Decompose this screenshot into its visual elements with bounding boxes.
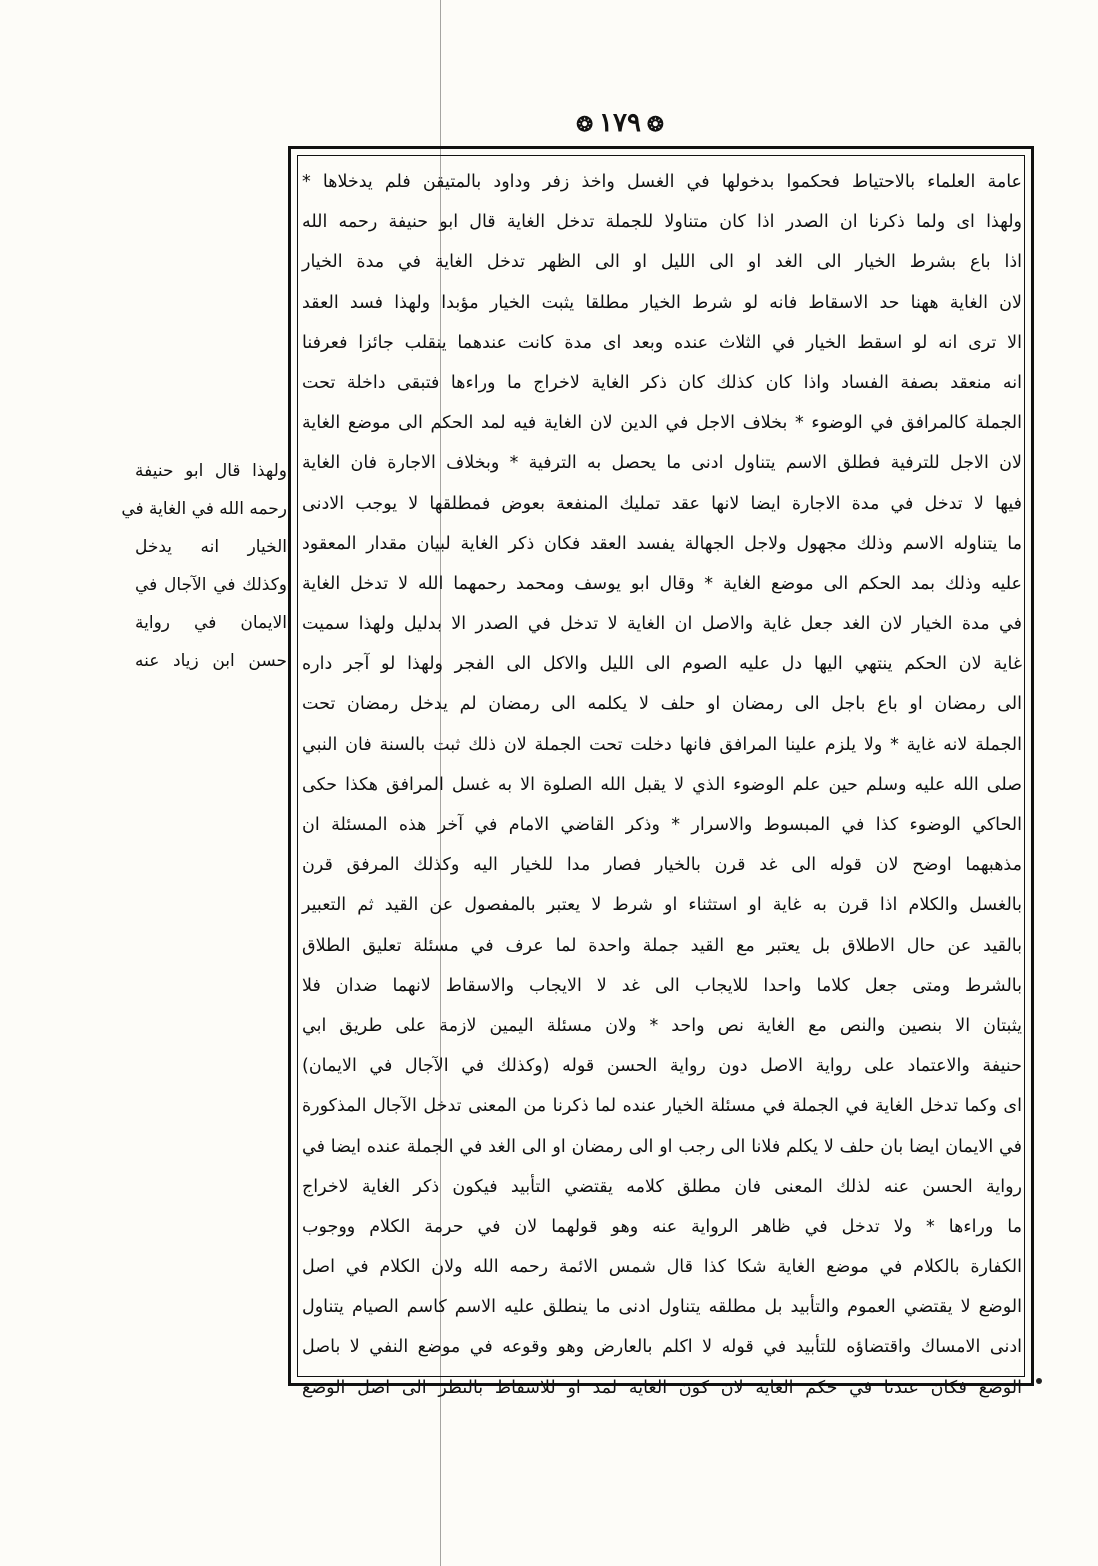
text-line: فيها لا تدخل في مدة الاجارة ايضا لانها عقد تمليك المنفعة بعوض فمطلقها لا يوجب الادنى [302, 493, 1022, 514]
margin-note-line: وكذلك في الآجال في [135, 575, 287, 595]
text-line: بالشرط ومتى جعل كلاما واحدا للايجاب الى غد لا الايجاب والاسقاط لانهما ضدان فلا [302, 975, 1022, 996]
margin-note-line: حسن ابن زياد عنه [135, 651, 287, 671]
margin-note-line: ولهذا قال ابو حنيفة [135, 461, 287, 481]
text-line: رواية الحسن عنه لذلك المعنى فان مطلق كلامه يقتضي التأبيد فيكون ذكر الغاية لاخراج [302, 1176, 1022, 1197]
page-number: ١٧٩ [599, 108, 641, 138]
text-line: حنيفة والاعتماد على رواية الاصل دون رواية الحسن قوله (وكذلك في الآجال في الايمان) [302, 1056, 1022, 1077]
margin-note-line: الخيار انه يدخل [135, 537, 287, 557]
text-line: الى رمضان او باع باجل الى رمضان او حلف لا يكلمه الى رمضان لم يدخل رمضان تحت [302, 694, 1022, 715]
text-line: في الايمان ايضا بان حلف لا يكلم فلانا الى رجب او الى رمضان او الى الغد في الجملة عنده ايضا في [302, 1136, 1022, 1157]
text-line: مذهبهما اوضح لان قوله الى غد قرن بالخيار فصار مدا للخيار اليه وكذلك المرفق قرن [302, 855, 1022, 876]
text-line: لان الاجل للترفية فطلق الاسم يتناول ادنى ما يحصل به الترفية * وبخلاف الاجارة فان الغاية [302, 453, 1022, 474]
margin-note [121, 452, 287, 680]
text-line: ادنى الامساك واقتضاؤه للتأبيد في قوله لا اكلم بالعارض وهو وقوعه في موضع النفي لا باصل [302, 1337, 1022, 1358]
text-line: الكفارة بالكلام في موضع الغاية شكا كذا قال شمس الائمة رحمه الله ولان الكلام في اصل [302, 1257, 1022, 1278]
text-line: الجملة لانه غاية * ولا يلزم علينا المرافق فانها دخلت تحت الجملة لان ذلك ثبت بالسنة فان النبي [302, 734, 1022, 755]
text-line: الحاكي الوضوء كذا في المبسوط والاسرار * وذكر القاضي الامام في آخر هذه المسئلة ان [302, 815, 1022, 835]
text-line: انه منعقد بصفة الفساد واذا كان كذلك كان ذكر الغاية لاخراج ما وراءها فتبقى داخلة تحت [302, 372, 1022, 393]
main-text-block [302, 162, 1022, 1398]
text-line: اذا باع بشرط الخيار الى الغد او الى الليل او الى الظهر تدخل الغاية في مدة الخيار [302, 252, 1022, 273]
text-line: الوضع لا يقتضي العموم والتأبيد بل مطلقه يتناول ادنى ما ينطلق عليه الاسم كاسم الصيام يتناول [302, 1297, 1022, 1318]
text-line: صلى الله عليه وسلم حين علم الوضوء الذي لا يقبل الله الصلوة الا به غسل المرافق هكذا حكى [302, 774, 1022, 795]
text-line: الوضع فكان عندنا في حكم الغاية لان كون الغاية لمد او للاسقاط بالنظر الى اصل الوضع [302, 1377, 1022, 1398]
text-line: الا ترى انه لو اسقط الخيار في الثلاث عنده وبعد اى مدة كانت عندهما ينقلب جائزا فعرفنا [302, 332, 1022, 353]
text-line: بالقيد عن حال الاطلاق بل يعتبر مع القيد جملة واحدة لما عرف في مسئلة تعليق الطلاق [302, 935, 1022, 956]
text-line: اى وكما تدخل الغاية في الجملة في مسئلة الخيار عنده لما ذكرنا من المعنى تدخل الآجال المذكورة [302, 1096, 1022, 1117]
text-line: عليه وذلك بمد الحكم الى موضع الغاية * وقال ابو يوسف ومحمد رحمهما الله لا تدخل الغاية [302, 573, 1022, 594]
text-line: لان الغاية ههنا حد الاسقاط فانه لو شرط الخيار مطلقا يثبت الخيار مؤبدا ولهذا فسد العقد [302, 292, 1022, 313]
ornament-icon: ❂ [646, 112, 664, 136]
ink-dot [1036, 1378, 1042, 1384]
ornament-icon: ❂ [576, 112, 594, 136]
text-line: يثبتان الا بنصين والنص مع الغاية نص واحد * ولان مسئلة اليمين لازمة على طريق ابي [302, 1015, 1022, 1036]
text-line: ما وراءها * ولا تدخل في ظاهر الرواية عنه وهو قولهما لان في حرمة الكلام ووجوب [302, 1216, 1022, 1237]
text-line: ولهذا اى ولما ذكرنا ان الصدر اذا كان متناولا للجملة تدخل الغاية قال ابو حنيفة رحمه الله [302, 212, 1022, 233]
margin-note-line: الايمان في رواية [135, 613, 287, 633]
page-number-header [545, 108, 695, 148]
text-line: بالغسل والكلام اذا قرن به غاية او استثناء او شرط لا يعتبر بالمفصول عن القيد ثم التعبير [302, 895, 1022, 916]
text-line: في مدة الخيار لان الغد جعل غاية والاصل ان الغاية لا تدخل في الصدر الا بدليل ولهذا سميت [302, 614, 1022, 635]
text-line: ما يتناوله الاسم وذلك مجهول ولاجل الجهالة يفسد العقد فكان ذكر الغاية لبيان مقدار المعقود [302, 533, 1022, 554]
text-line: غاية لان الحكم ينتهي اليها دل عليه الصوم الى الليل والاكل الى الفجر ولهذا لو آجر داره [302, 654, 1022, 675]
text-line: الجملة كالمرافق في الوضوء * بخلاف الاجل في الدين لان الغاية فيه لمد الحكم الى موضع الغاية [302, 413, 1022, 434]
margin-note-line: رحمه الله في الغاية في [121, 499, 287, 519]
text-line: عامة العلماء بالاحتياط فحكموا بدخولها في الغسل واخذ زفر وداود بالمتيقن فلم يدخلاها * [302, 172, 1022, 192]
